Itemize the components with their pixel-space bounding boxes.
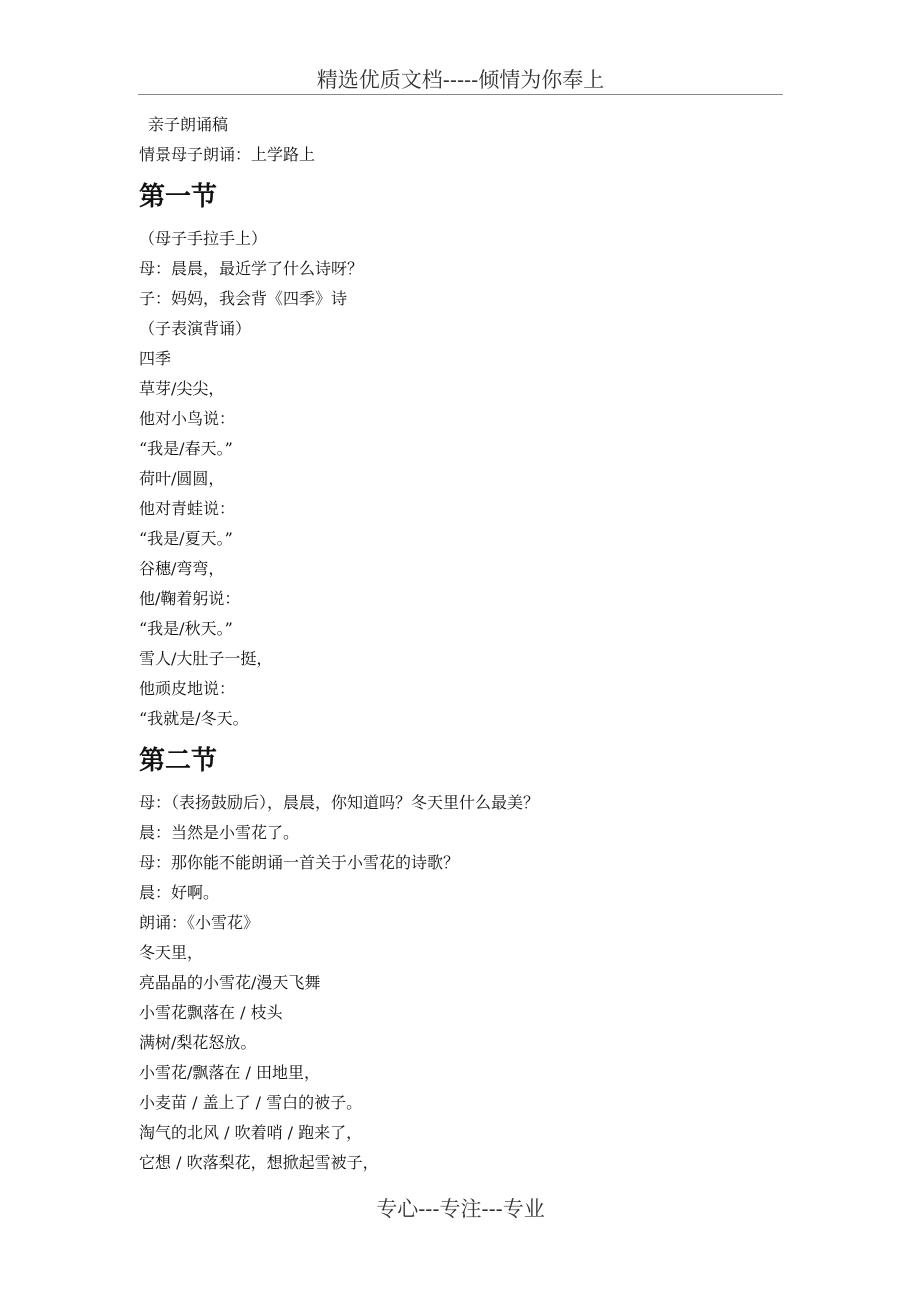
text-line: 谷穗/弯弯， [139,559,225,578]
text-line: 他/鞠着躬说： [139,589,241,608]
text-line: 荷叶/圆圆， [139,469,225,488]
text-line: “我就是/冬天。 [139,709,249,728]
text-line: 他顽皮地说： [139,679,236,698]
text-line: “我是/秋天。” [139,619,233,638]
text-line: “我是/春天。” [139,439,233,458]
page-header: 精选优质文档-----倾情为你奉上 [316,68,605,92]
section-1-lines [139,224,784,734]
text-line: 小雪花飘落在 / 枝头 [139,1003,283,1022]
text-line: 晨：当然是小雪花了。 [139,823,300,842]
text-line: 淘气的北风 / 吹着哨 / 跑来了， [139,1123,363,1142]
text-line: 母：（表扬鼓励后），晨晨，你知道吗？冬天里什么最美？ [139,793,540,812]
text-line: 他对青蛙说： [139,499,236,518]
text-line: 晨：好啊。 [139,883,220,902]
header-divider [138,94,783,95]
text-line: （子表演背诵） [139,319,252,338]
text-line: 草芽/尖尖， [139,379,225,398]
text-line: 小雪花/飘落在 / 田地里， [139,1063,320,1082]
text-line: 母：那你能不能朗诵一首关于小雪花的诗歌？ [139,853,460,872]
text-line: 冬天里， [139,943,204,962]
text-line: 它想 / 吹落梨花，想掀起雪被子， [139,1153,379,1172]
document-subtitle: 情景母子朗诵：上学路上 [139,145,316,164]
section-2-lines [139,788,784,1178]
section-heading: 第二节 [139,746,218,776]
text-line: 满树/梨花怒放。 [139,1033,257,1052]
document-title: 亲子朗诵稿 [148,115,229,134]
text-line: 母：晨晨，最近学了什么诗呀？ [139,259,364,278]
text-line: 朗诵：《小雪花》 [139,913,260,932]
section-heading: 第一节 [139,182,218,212]
page-footer: 专心---专注---专业 [376,1197,545,1221]
text-line: 子：妈妈，我会背《四季》诗 [139,289,348,308]
text-line: 他对小鸟说： [139,409,236,428]
document-body [139,110,784,1178]
text-line: 四季 [139,349,172,368]
text-line: （母子手拉手上） [139,229,268,248]
text-line: 亮晶晶的小雪花/漫天飞舞 [139,973,321,992]
text-line: 雪人/大肚子一挺， [139,649,273,668]
text-line: 小麦苗 / 盖上了 / 雪白的被子。 [139,1093,363,1112]
text-line: “我是/夏天。” [139,529,233,548]
